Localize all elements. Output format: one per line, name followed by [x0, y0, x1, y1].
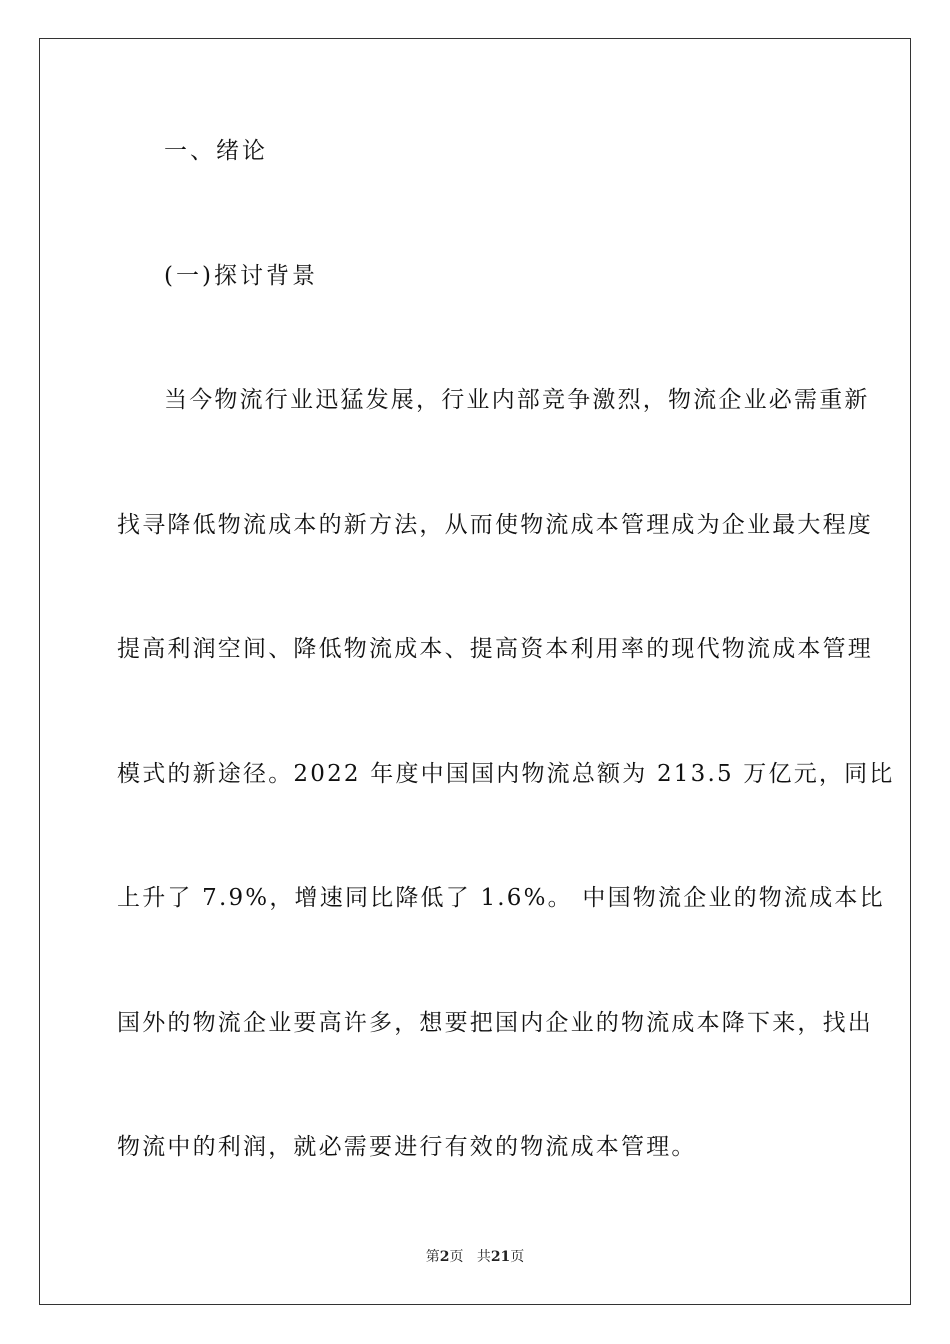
total-suffix: 页 [510, 1249, 525, 1265]
paragraph-line-6: 国外的物流企业要高许多，想要把国内企业的物流成本降下来，找出 [117, 1010, 873, 1036]
subsection-heading: (一)探讨背景 [164, 263, 318, 289]
paragraph-line-7: 物流中的利润，就必需要进行有效的物流成本管理。 [117, 1134, 697, 1160]
total-page-count: 21 [490, 1249, 511, 1265]
paragraph-line-2: 找寻降低物流成本的新方法，从而使物流成本管理成为企业最大程度 [117, 512, 873, 538]
page-border [39, 38, 911, 1305]
paragraph-line-1: 当今物流行业迅猛发展，行业内部竞争激烈，物流企业必需重新 [164, 387, 870, 413]
page-footer [0, 1248, 950, 1266]
paragraph-line-3: 提高利润空间、降低物流成本、提高资本利用率的现代物流成本管理 [117, 636, 873, 662]
paragraph-line-5: 上升了 7.9%，增速同比降低了 1.6%。 中国物流企业的物流成本比 [117, 885, 885, 911]
current-page-number: 2 [439, 1249, 450, 1265]
page-prefix: 第 [425, 1249, 440, 1265]
section-heading: 一、绪论 [164, 138, 268, 164]
total-prefix: 共 [476, 1249, 491, 1265]
paragraph-line-4: 模式的新途径。2022 年度中国国内物流总额为 213.5 万亿元，同比 [117, 761, 895, 787]
page-suffix: 页 [449, 1249, 464, 1265]
